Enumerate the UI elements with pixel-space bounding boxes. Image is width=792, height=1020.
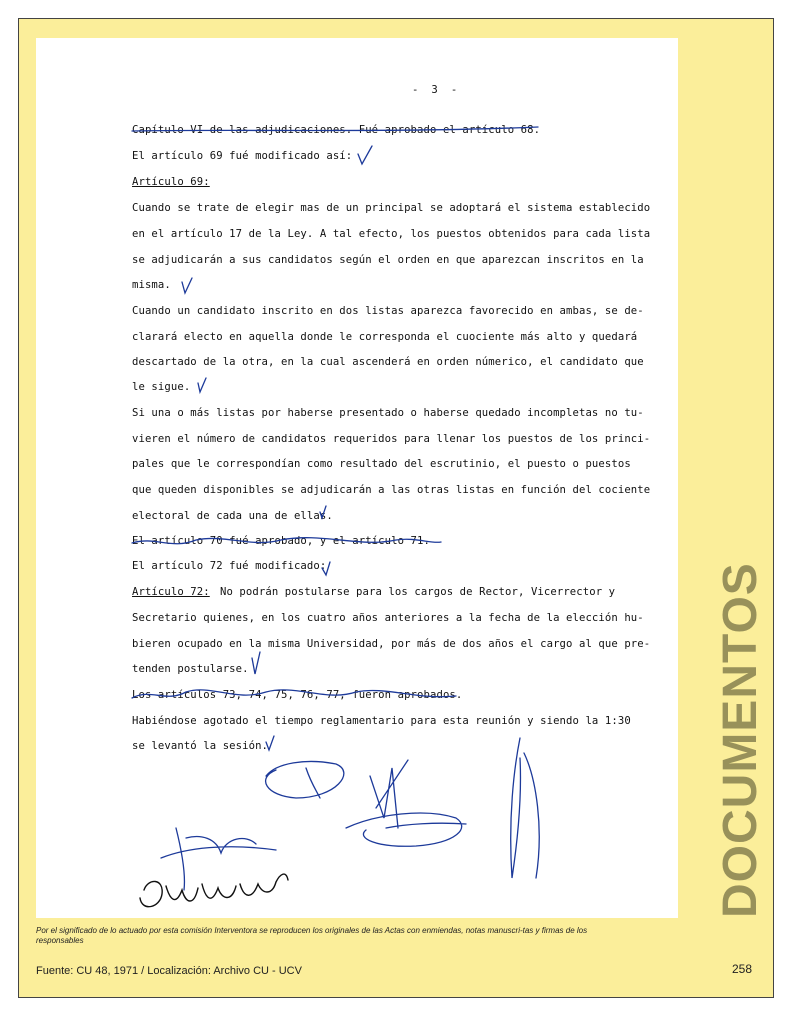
doc-line: que queden disponibles se adjudicarán a las otras listas en función del cociente: [132, 484, 651, 496]
check-mark: [198, 378, 206, 392]
source-line: Fuente: CU 48, 1971 / Localización: Archivo CU - UCV: [36, 965, 302, 977]
doc-line: electoral de cada una de ellas.: [132, 510, 333, 522]
check-mark: [182, 278, 192, 293]
signature: [266, 761, 344, 798]
doc-line: se adjudicarán a sus candidatos según el orden en que aparezcan inscritos en la: [132, 254, 644, 266]
doc-line: Cuando un candidato inscrito en dos listas aparezca favorecido en ambas, se de-: [132, 305, 644, 317]
doc-line: El artículo 72 fué modificado:: [132, 560, 327, 572]
doc-line: clarará electo en aquella donde le corresponda el cuociente más alto y quedará: [132, 331, 638, 343]
handwritten-annotations: [36, 38, 678, 918]
signature: [346, 813, 466, 846]
doc-heading: Artículo 72:: [132, 586, 210, 598]
doc-line: descartado de la otra, en la cual ascenderá en orden númerico, el candidato que: [132, 356, 644, 368]
doc-line: en el artículo 17 de la Ley. A tal efecto, los puestos obtenidos para cada lista: [132, 228, 651, 240]
doc-line: El artículo 70 fué aprobado, y el artículo 71.: [132, 535, 430, 547]
check-mark: [266, 736, 274, 750]
page-number: 258: [732, 962, 753, 976]
check-mark: [252, 652, 260, 674]
doc-line: El artículo 69 fué modificado así:: [132, 150, 353, 162]
doc-line: pales que le correspondían como resultado del escrutinio, el puesto o puestos: [132, 458, 631, 470]
doc-line: Si una o más listas por haberse presentado o haberse quedado incompletas no tu-: [132, 407, 644, 419]
doc-line: bieren ocupado en la misma Universidad, por más de dos años el cargo al que pre-: [132, 638, 651, 650]
doc-line: Habiéndose agotado el tiempo reglamentario para esta reunión y siendo la 1:30: [132, 715, 631, 727]
strikethrough-mark: [132, 127, 538, 131]
doc-line: tenden postularse.: [132, 663, 249, 675]
document-page-marker: - 3 -: [412, 84, 458, 96]
doc-line: vieren el número de candidatos requeridos para llenar los puestos de los princi-: [132, 433, 651, 445]
signature: [511, 738, 540, 878]
doc-line: se levantó la sesión.: [132, 740, 269, 752]
strikethrough-mark: [132, 690, 456, 698]
doc-line: Capítulo VI de las adjudicaciones. Fué aprobado el artículo 68.: [132, 124, 541, 136]
section-title-vertical: DOCUMENTOS: [714, 562, 767, 918]
signature: [140, 874, 288, 907]
signature: [161, 828, 276, 890]
doc-heading: Artículo 69:: [132, 176, 210, 188]
check-mark: [322, 562, 330, 575]
check-mark: [320, 506, 326, 518]
doc-line: Secretario quienes, en los cuatro años anteriores a la fecha de la elección hu-: [132, 612, 644, 624]
scanned-document: [36, 38, 678, 918]
doc-line: Cuando se trate de elegir mas de un principal se adoptará el sistema establecido: [132, 202, 651, 214]
check-mark: [358, 146, 372, 164]
doc-line: le sigue.: [132, 381, 191, 393]
doc-line: Los artículos 73, 74, 75, 76, 77, fueron aprobados.: [132, 689, 463, 701]
doc-line: misma.: [132, 279, 171, 291]
figure-caption: Por el significado de lo actuado por esta comisión Interventora se reproducen los originales de las Actas con enmiendas, notas manuscri-tas y firmas de los responsables: [36, 926, 588, 945]
strikethrough-mark: [132, 538, 441, 544]
doc-line: No podrán postularse para los cargos de Rector, Vicerrector y: [220, 586, 616, 598]
